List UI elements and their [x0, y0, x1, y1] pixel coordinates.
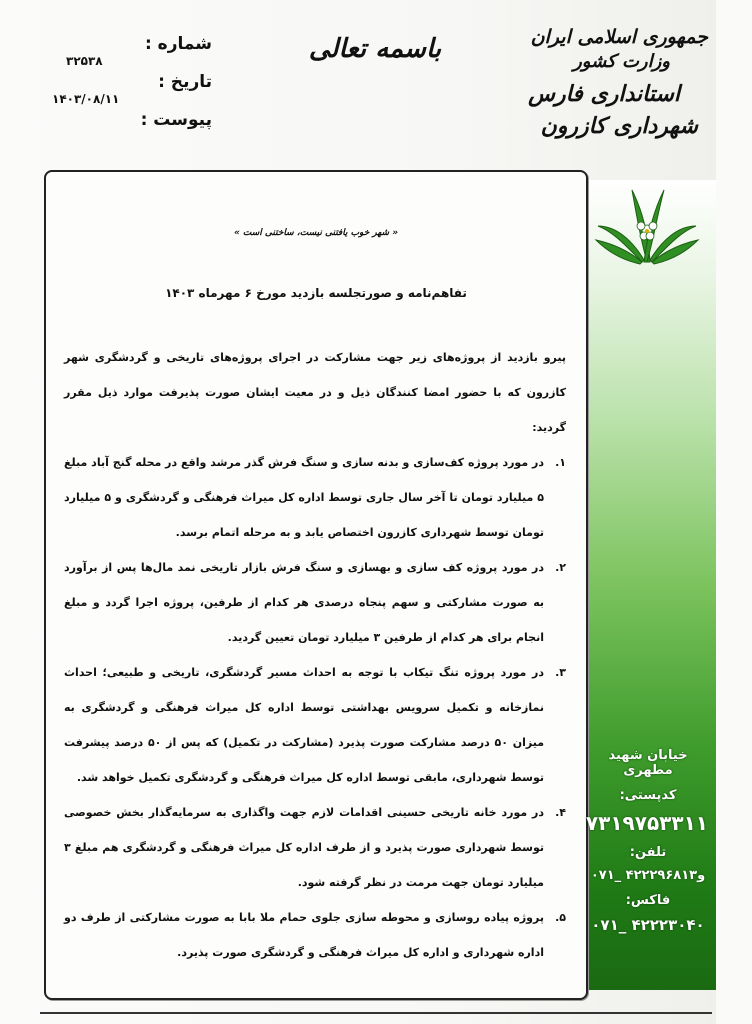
org-line-ministry: وزارت کشور — [573, 51, 670, 72]
organization-header — [518, 28, 708, 137]
municipality-emblem-icon — [592, 182, 702, 272]
list-item — [64, 445, 566, 550]
list-item — [64, 900, 566, 970]
resolution-list — [64, 445, 566, 970]
attachment-label: پیوست : — [140, 110, 212, 130]
org-line-municipality: شهرداری کازرون — [540, 113, 698, 139]
postal-code-label: کدپستی: — [619, 788, 677, 803]
street-address: خیابان شهید مطهری — [608, 748, 688, 778]
number-field — [52, 34, 212, 72]
footer-divider — [40, 1012, 712, 1014]
item-number: ۴. — [555, 806, 566, 819]
date-field — [52, 72, 212, 110]
letter-meta-fields — [52, 34, 212, 148]
list-item — [64, 550, 566, 655]
contact-address-block — [585, 748, 708, 934]
postal-code-value: ۷۳۱۹۷۵۳۳۱۱ — [585, 811, 708, 835]
org-line-province: استانداری فارس — [528, 81, 680, 107]
item-text: در مورد پروژه کف‌سازی و بدنه سازی و سنگ فرش گذر مرشد واقع در محله گنج آباد مبلغ ۵ میلیارد تومان تا آخر سال جاری توسط اداره کل میراث فرهنگی و گردشگری و ۵ میلیارد تومان توسط شهرداری کازرون اختصاص یابد و به مرحله اتمام برسد. — [64, 456, 544, 539]
date-label: تاریخ : — [158, 72, 212, 92]
fax-value: ۰۷۱_ ۴۲۲۲۳۰۴۰ — [591, 916, 705, 934]
list-item — [64, 795, 566, 900]
number-label: شماره : — [144, 34, 212, 54]
phone-label: تلفن: — [629, 845, 667, 860]
document-title: تفاهم‌نامه و صورتجلسه بازدید مورخ ۶ مهرماه ۱۴۰۳ — [165, 286, 467, 300]
item-number: ۱. — [555, 456, 566, 469]
fax-label: فاکس: — [625, 893, 671, 908]
municipality-motto: « شهر خوب یافتنی نیست، ساختنی است » — [233, 228, 399, 238]
item-text: در مورد پروژه کف سازی و بهسازی و سنگ فرش بازار تاریخی نمد مال‌ها پس از برآورد به صورت مشارکتی و سهم پنجاه درصدی هر کدام از طرفین، پروژه اجرا گردد و مبلغ انجام برای هر کدام از طرفین ۳ میلیارد تومان تعیین گردید. — [64, 561, 544, 644]
page-margin — [716, 0, 752, 1024]
attachment-field — [52, 110, 212, 148]
item-number: ۲. — [555, 561, 566, 574]
org-line-country: جمهوری اسلامی ایران — [530, 26, 708, 48]
list-item — [64, 655, 566, 795]
number-value: ۳۲۵۳۸ — [66, 54, 103, 68]
document-content — [64, 340, 566, 970]
bismillah-heading: باسمه تعالی — [308, 34, 442, 64]
item-number: ۳. — [555, 666, 566, 679]
item-text: پروژه پیاده روسازی و محوطه سازی جلوی حمام ملا بابا به صورت مشارکتی از طرف دو اداره شهرداری و اداره کل میراث فرهنگی و گردشگری صورت پذیرد. — [64, 911, 544, 959]
document-body-frame — [44, 170, 588, 1000]
phone-value: ۰۷۱_ ۴۲۲۲۹۶۸۱و۳ — [590, 868, 706, 883]
intro-paragraph: پیرو بازدید از پروژه‌های زیر جهت مشارکت در اجرای پروژه‌های تاریخی و گردشگری شهر کازرون که با حضور امضا کنندگان ذیل و در معیت ایشان صورت پذیرفت موارد ذیل مقرر گردید: — [64, 351, 566, 434]
item-text: در مورد پروژه تنگ تیکاب با توجه به احداث مسیر گردشگری، تاریخی و طبیعی؛ احداث نمازخانه و تکمیل سرویس بهداشتی توسط اداره کل میراث فرهنگی و گردشگری به میزان ۵۰ درصد مشارکت صورت پذیرد (مشارکت در تکمیل) که پس از ۵۰ درصد پیشرفت توسط شهرداری، مابقی توسط اداره کل میراث فرهنگی و گردشگری تکمیل خواهد شد. — [64, 666, 545, 784]
item-text: در مورد خانه تاریخی حسینی اقدامات لازم جهت واگذاری به سرمایه‌گذار بخش خصوصی توسط شهرداری صورت پذیرد و از طرف اداره کل میراث فرهنگی و گردشگری هم مبلغ ۳ میلیارد تومان جهت مرمت در نظر گرفته شود. — [64, 806, 544, 889]
date-value: ۱۴۰۳/۰۸/۱۱ — [52, 92, 120, 106]
item-number: ۵. — [555, 911, 566, 924]
